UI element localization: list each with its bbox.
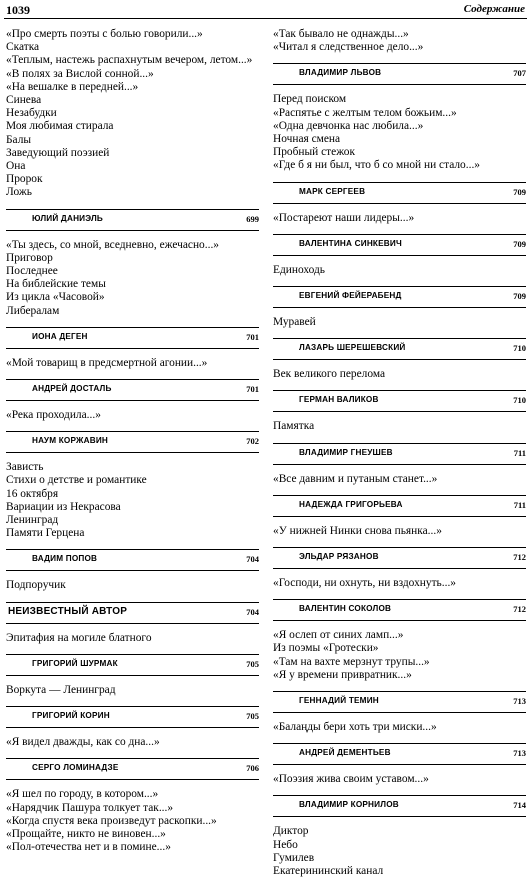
toc-entry: Синева: [6, 94, 42, 107]
author-name: СЕРГО ЛОМИНАДЗЕ: [32, 763, 119, 773]
toc-entry: «Постареют наши лидеры...»: [273, 211, 415, 224]
toc-entry: «Я ослеп от синих ламп...»: [273, 629, 404, 642]
toc-entry: «Я у времени привратник...»: [273, 668, 412, 681]
toc-entry: Из цикла «Часовой»: [6, 291, 105, 304]
toc-entry: «Когда спустя века произведут раскопки...»: [6, 814, 217, 827]
toc-entry: Балы: [6, 133, 32, 146]
author-page-number: 706: [246, 763, 259, 774]
toc-entry: «Теплым, настежь распахнутым вечером, летом...»: [6, 54, 253, 67]
author-page-number: 702: [246, 436, 259, 447]
author-page-number: 712: [513, 552, 526, 563]
toc-entry: Пророк: [6, 173, 43, 186]
author-heading: [6, 549, 259, 571]
author-page-number: 709: [513, 291, 526, 302]
toc-entry: Эпитафия на могиле блатного: [6, 631, 152, 644]
toc-entry: 16 октября: [6, 487, 59, 500]
toc-entry: Она: [6, 160, 26, 173]
author-name: НАДЕЖДА ГРИГОРЬЕВА: [299, 499, 403, 509]
author-page-number: 704: [246, 554, 259, 565]
author-page-number: 704: [246, 606, 259, 617]
toc-entry: На библейские темы: [6, 278, 106, 291]
toc-entry: Диктор: [273, 825, 309, 838]
author-heading: [273, 547, 526, 569]
toc-entry: «Нарядчик Пашура толкует так...»: [6, 801, 174, 814]
toc-entry: «Про смерть поэты с болью говорили...»: [6, 28, 203, 40]
author-name: ГЕРМАН ВАЛИКОВ: [299, 395, 379, 405]
toc-entry: «Я видел дважды, как со дна...»: [6, 736, 160, 749]
author-page-number: 705: [246, 711, 259, 722]
author-name: АНДРЕЙ ДЕМЕНТЬЕВ: [299, 748, 391, 758]
author-name: ЮЛИЙ ДАНИЭЛЬ: [32, 213, 104, 223]
author-name: НЕИЗВЕСТНЫЙ АВТОР: [8, 605, 128, 617]
toc-entry: Век великого перелома: [273, 368, 386, 381]
author-heading: [6, 379, 259, 401]
toc-entry: Пробный стежок: [273, 146, 356, 159]
toc-entry: «Так бывало не однажды...»: [273, 28, 409, 40]
author-heading: [6, 706, 259, 728]
author-page-number: 701: [246, 384, 259, 395]
author-name: ЕВГЕНИЙ ФЕЙЕРАБЕНД: [299, 291, 402, 301]
author-heading: [273, 495, 526, 517]
author-heading: [273, 338, 526, 360]
author-heading: [6, 602, 259, 624]
toc-entry: Из поэмы «Гротески»: [273, 642, 379, 655]
author-name: ВЛАДИМИР ЛЬВОВ: [299, 68, 382, 78]
toc-entry: Памяти Герцена: [6, 527, 85, 540]
toc-entry: Подпоручик: [6, 579, 66, 592]
toc-entry: Ночная смена: [273, 133, 341, 146]
author-name: ГРИГОРИЙ ШУРМАК: [32, 658, 118, 668]
author-heading: [6, 431, 259, 453]
author-page-number: 710: [513, 395, 526, 406]
author-page-number: 699: [246, 213, 259, 224]
author-heading: [273, 182, 526, 204]
author-heading: [6, 327, 259, 349]
toc-entry: Памятка: [273, 420, 315, 433]
author-name: ГРИГОРИЙ КОРИН: [32, 711, 110, 721]
author-name: ГЕННАДИЙ ТЕМИН: [299, 696, 379, 706]
toc-entry: «Пол-отечества нет и в помине...»: [6, 841, 171, 854]
author-page-number: 712: [513, 604, 526, 615]
author-name: НАУМ КОРЖАВИН: [32, 436, 109, 446]
author-name: ВАЛЕНТИН СОКОЛОВ: [299, 604, 392, 614]
toc-right-column: [273, 28, 526, 878]
author-name: ВАДИМ ПОПОВ: [32, 554, 98, 564]
toc-entry: «Где б я ни был, что б со мной ни стало...»: [273, 159, 480, 172]
author-page-number: 711: [513, 499, 526, 510]
author-heading: [6, 758, 259, 780]
toc-entry: «Поэзия жива своим уставом...»: [273, 773, 429, 786]
toc-entry: Небо: [273, 838, 298, 851]
toc-entry: Моя любимая стирала: [6, 120, 114, 133]
toc-entry: Перед поиском: [273, 93, 347, 106]
author-heading: [273, 691, 526, 713]
toc-entry: «Там на вахте мерзнут трупы...»: [273, 655, 430, 668]
toc-entry: Ложь: [6, 186, 32, 199]
toc-entry: «Мой товарищ в предсмертной агонии...»: [6, 356, 208, 369]
author-heading: [273, 234, 526, 256]
toc-entry: Стихи о детстве и романтике: [6, 474, 147, 487]
toc-entry: «В полях за Вислой сонной...»: [6, 67, 154, 80]
toc-entry: «Балаңды бери хоть три миски...»: [273, 721, 437, 734]
toc-entry: Екатерининский канал: [273, 865, 384, 878]
author-heading: [273, 795, 526, 817]
author-heading: [273, 286, 526, 308]
author-name: АНДРЕЙ ДОСТАЛЬ: [32, 384, 112, 394]
author-heading: [273, 599, 526, 621]
author-heading: [273, 390, 526, 412]
author-name: ВАЛЕНТИНА СИНКЕВИЧ: [299, 238, 402, 248]
author-page-number: 713: [513, 696, 526, 707]
author-heading: [273, 443, 526, 465]
toc-entry: Заведующий поэзией: [6, 146, 110, 159]
author-name: ЛАЗАРЬ ШЕРЕШЕВСКИЙ: [299, 343, 406, 353]
author-heading: [6, 654, 259, 676]
author-name: ЭЛЬДАР РЯЗАНОВ: [299, 552, 379, 562]
author-page-number: 709: [513, 238, 526, 249]
toc-entry: «Одна девчонка нас любила...»: [273, 119, 424, 132]
author-page-number: 707: [513, 68, 526, 79]
toc-entry: «Все давним и путаным станет...»: [273, 472, 438, 485]
toc-entry: Воркута — Ленинград: [6, 683, 116, 696]
toc-entry: «Река проходила...»: [6, 409, 101, 422]
toc-entry: Последнее: [6, 265, 58, 278]
toc-entry: Либералам: [6, 304, 60, 317]
toc-entry: Гумилев: [273, 851, 315, 864]
toc-entry: Вариации из Некрасова: [6, 500, 121, 513]
toc-entry: «Распятье с желтым телом божьим...»: [273, 106, 457, 119]
toc-entry: Приговор: [6, 251, 53, 264]
author-page-number: 705: [246, 658, 259, 669]
toc-entry: «У нижней Нинки снова пьянка...»: [273, 524, 442, 537]
author-heading: [6, 209, 259, 231]
toc-entry: Незабудки: [6, 107, 57, 120]
toc-entry: Ленинград: [6, 514, 59, 527]
toc-entry: Скатка: [6, 41, 40, 54]
author-name: ВЛАДИМИР ГНЕУШЕВ: [299, 447, 393, 457]
author-page-number: 701: [246, 331, 259, 342]
toc-entry: «Читал я следственное дело...»: [273, 41, 424, 54]
toc-entry: «На вешалке в передней...»: [6, 80, 139, 93]
toc-entry: Зависть: [6, 461, 44, 474]
author-page-number: 711: [513, 447, 526, 458]
author-heading: [273, 63, 526, 85]
author-page-number: 709: [513, 186, 526, 197]
running-title: Содержание: [463, 3, 525, 15]
author-page-number: 714: [513, 800, 526, 811]
author-name: ВЛАДИМИР КОРНИЛОВ: [299, 800, 399, 810]
toc-entry: «Господи, ни охнуть, ни вздохнуть...»: [273, 577, 456, 590]
toc-entry: «Ты здесь, со мной, вседневно, ежечасно...»: [6, 238, 219, 251]
page-header: [4, 2, 527, 19]
author-name: ИОНА ДЕГЕН: [32, 331, 88, 341]
toc-left-column: [6, 28, 259, 854]
author-heading: [273, 743, 526, 765]
toc-entry: Муравей: [273, 316, 316, 329]
author-page-number: 713: [513, 748, 526, 759]
page-number: 1039: [6, 3, 30, 17]
toc-entry: Единоходь: [273, 263, 325, 276]
author-name: МАРК СЕРГЕЕВ: [299, 186, 366, 196]
toc-entry: «Я шел по городу, в котором...»: [6, 788, 159, 801]
author-page-number: 710: [513, 343, 526, 354]
toc-entry: «Прощайте, никто не виновен...»: [6, 827, 166, 840]
